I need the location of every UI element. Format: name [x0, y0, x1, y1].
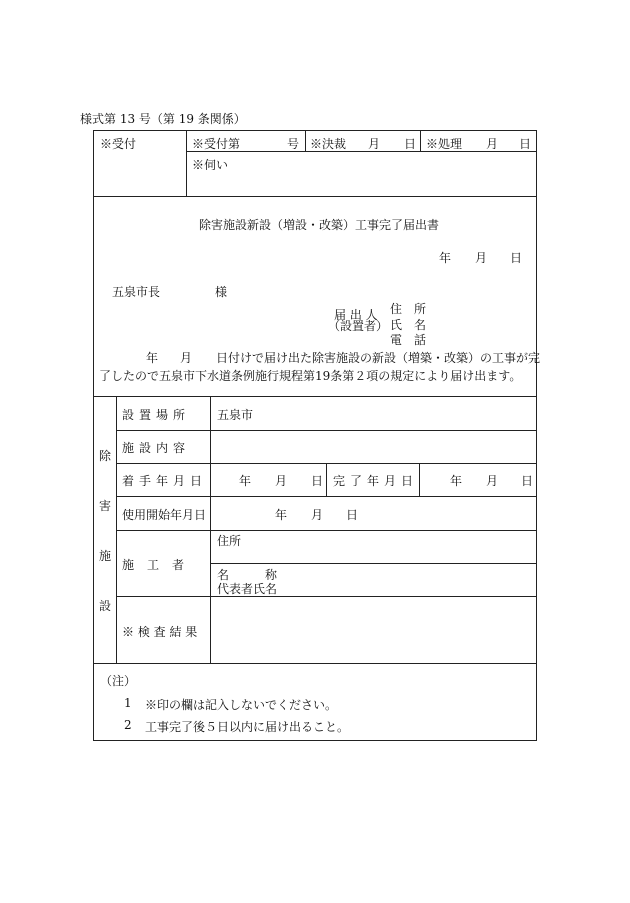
note-number: 1	[124, 696, 132, 710]
shori-month: 月	[486, 137, 499, 151]
kessai-month: 月	[368, 137, 381, 151]
addressee: 五泉市長	[112, 285, 161, 299]
address-label: 住 所	[390, 302, 427, 316]
side-label-char: 害	[99, 499, 112, 513]
note-text: ※印の欄は記入しないでください。	[145, 698, 338, 712]
use-day: 日	[346, 508, 359, 522]
body-month: 月	[180, 351, 193, 365]
start-month: 月	[275, 474, 288, 488]
use-year: 年	[275, 508, 288, 522]
notes-heading: （注）	[100, 674, 137, 688]
applicant-sub-label: （設置者）	[328, 319, 389, 333]
body-year: 年	[146, 351, 159, 365]
kessai-label: ※決裁	[310, 137, 347, 151]
contractor-representative-label: 代表者氏名	[217, 582, 278, 596]
content-label: 施設内容	[122, 441, 191, 455]
side-label-char: 施	[99, 549, 112, 563]
contractor-address-label: 住所	[217, 534, 242, 548]
body-text-line2: 了したので五泉市下水道条例施行規程第19条第２項の規定により届け出ます。	[99, 369, 522, 383]
complete-year: 年	[450, 474, 463, 488]
body-text-line1: 日付けで届け出た除害施設の新設（増築・改築）の工事が完	[216, 351, 541, 365]
note-number: 2	[124, 718, 132, 732]
start-day: 日	[311, 474, 324, 488]
uketsuke-number-label: ※受付第	[192, 137, 241, 151]
form-number: 様式第 13 号（第 19 条関係）	[80, 112, 246, 126]
side-label-char: 設	[99, 599, 112, 613]
date-year: 年	[439, 251, 452, 265]
start-year: 年	[239, 474, 252, 488]
name-label: 氏 名	[390, 318, 427, 332]
go-label: 号	[287, 137, 300, 151]
honorific: 様	[215, 285, 228, 299]
location-label: 設置場所	[122, 408, 191, 422]
location-value: 五泉市	[217, 408, 254, 422]
applicant-label: 届 出 人	[334, 308, 378, 322]
contractor-name-label: 名 称	[217, 568, 278, 582]
date-day: 日	[510, 251, 523, 265]
use-month: 月	[311, 508, 324, 522]
inspection-result-label: ※ 検 査 結 果	[122, 625, 198, 639]
document-title: 除害施設新設（増設・改築）工事完了届出書	[199, 218, 440, 232]
note-text: 工事完了後５日以内に届け出ること。	[145, 720, 350, 734]
date-month: 月	[475, 251, 488, 265]
use-start-label: 使用開始年月日	[122, 508, 207, 522]
complete-day: 日	[521, 474, 534, 488]
uketsuke-label: ※受付	[100, 137, 137, 151]
shori-label: ※処理	[426, 137, 463, 151]
side-label-char: 除	[99, 449, 112, 463]
ukagai-label: ※伺い	[192, 158, 229, 172]
complete-date-label: 完了年月日	[333, 474, 419, 488]
shori-day: 日	[519, 137, 532, 151]
contractor-label: 施工者	[122, 558, 198, 572]
kessai-day: 日	[404, 137, 417, 151]
complete-month: 月	[486, 474, 499, 488]
start-date-label: 着手年月日	[122, 474, 208, 488]
phone-label: 電 話	[390, 333, 427, 347]
